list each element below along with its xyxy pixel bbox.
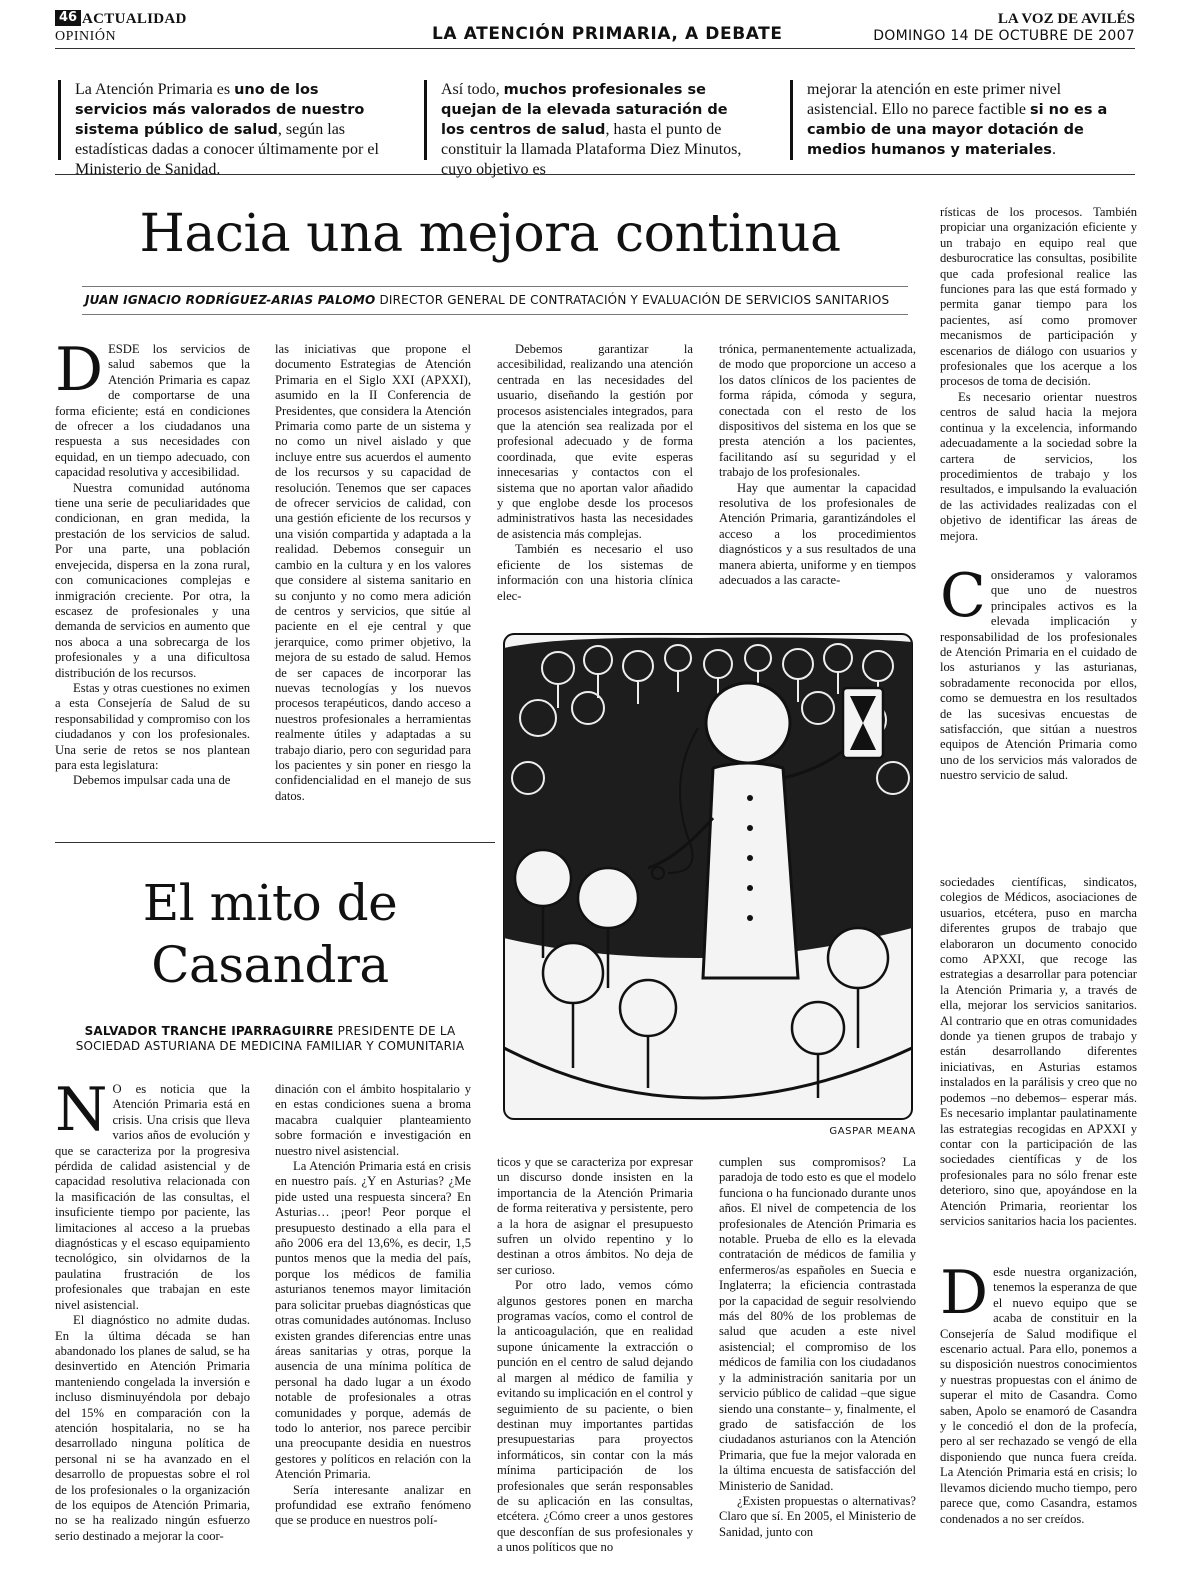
intro-column-3 [790, 80, 1122, 160]
paragraph-text: O es noticia que la Atención Primaria está en crisis. Una crisis que lleva varios años de evolución y que se caracteriza por la progresiva pérdida de calidad asistencial y de capacidad resolutiva relacionada con la masificación de las consultas, el insuficiente tiempo por paciente, las limitaciones al acceso a la pruebas diagnósticas y el escaso equipamiento tecnológico, sin olvidarnos de la paulatina frustración de los profesionales que trabajan en este nivel asistencial. [55, 1082, 250, 1312]
intro-text: Así todo, [441, 81, 504, 98]
article2-author: SALVADOR TRANCHE IPARRAGUIRRE [84, 1024, 334, 1038]
article2-column-3 [497, 1155, 693, 1566]
article2-column-5-section-2 [940, 1258, 1137, 1566]
paragraph: Estas y otras cuestiones no eximen a esta Consejería de Salud de su responsabilidad y compromiso con los ciudadanos y con los profesionales. Una serie de retos se nos plantean para esta legislatura: [55, 680, 250, 772]
paragraph-text: esde nuestra organización, tenemos la esperanza de que el nuevo equipo que se acaba de constituir en la Consejería de Salud modifique el escenario actual. Para ello, ponemos a su disposición nuestros conocimientos y nuestras propuestas con el ánimo de superar el mito de Casandra. Como saben, Apolo se enamoró de Casandra y le concedió el don de la profecía, pero al ser rechazado se vengó de ella disponiendo que nunca fuera creída. La Atención Primaria está en crisis; lo llevamos diciendo mucho tiempo, pero parece que, como Casandra, estamos condenados a no ser creídos. [940, 1265, 1137, 1526]
article2-column-4 [719, 1155, 916, 1566]
paragraph: Hay que aumentar la capacidad resolutiva de los profesionales de Atención Primaria, garantizándoles el acceso a los procedimientos diagnósticos y a sus resultados de una manera abierta, uniforme y en tiempos adecuados a las caracte- [719, 480, 916, 588]
section-name: ACTUALIDAD [82, 11, 187, 27]
article2-headline [60, 872, 480, 996]
paragraph: Debemos garantizar la accesibilidad, realizando una atención centrada en las necesidades del usuario, diseñando la gestión por procesos asistenciales integrados, para que la atención sea realizada por el profesional adecuado y de forma coordinada, que evite esperas innecesarias y contactos con el sistema que no aportan valor añadido y que englobe desde los procesos administrativos hasta las necesidades de asistencia más complejas. [497, 342, 693, 541]
article1-column-3 [497, 342, 693, 603]
article-separator [55, 842, 495, 843]
paragraph-text: onsideramos y valoramos que uno de nuestros principales activos es la elevada implicación y responsabilidad de los profesionales de Atención Primaria en el cuidado de los asturianos y las asturianas, sobradamente reconocida por ellos, como se demuestra en los resultados de las sucesivas encuestas de satisfacción, que sitúan a nuestros equipos de Atención Primaria como uno de los servicios más valorados de nuestro servicio de salud. [940, 568, 1137, 783]
illustration-credit: GASPAR MEANA [829, 1126, 916, 1137]
paragraph: ticos y que se caracteriza por expresar un discurso donde insisten en la importancia de la Atención Primaria de forma reiterativa y persistente, pero a la hora de asignar el presupuesto sufren un olvido repentino y lo destinan a otros ámbitos. No deja de ser curioso. [497, 1155, 693, 1277]
paragraph: Nuestra comunidad autónoma tiene una serie de peculiaridades que condicionan, en gran medida, la prestación de los servicios de salud. Por una parte, una población envejecida, dispersa en la zona rural, con comunicaciones complejas e inmigración creciente. Por otra, la escasez de profesionales y una demanda de servicios en aumento que nos aboca a una sobrecarga de los profesionales y a una dificultosa distribución de los recursos. [55, 480, 250, 680]
headline-line-2: Casandra [151, 936, 389, 994]
intro-text: , hasta el punto de constituir la llamada Plataforma Diez Minutos, cuyo objetivo es [441, 121, 742, 178]
issue-date: DOMINGO 14 DE OCTUBRE DE 2007 [873, 28, 1135, 44]
intro-text: mejorar la atención en este primer nivel asistencial. Ello no parece factible [807, 81, 1062, 118]
article1-column-2 [275, 342, 471, 807]
article1-headline: Hacia una mejora continua [139, 204, 841, 264]
newspaper-name: LA VOZ DE AVILÉS [997, 11, 1135, 27]
paragraph [940, 561, 1137, 784]
paragraph [55, 1075, 250, 1313]
paragraph: dinación con el ámbito hospitalario y en estas condiciones suena a broma macabra cualquier planteamiento sobre formación e investigación en nuestro nivel asistencial. [275, 1082, 471, 1158]
article2-column-1 [55, 1075, 250, 1566]
cartoon-illustration [498, 628, 918, 1128]
paragraph: El diagnóstico no admite dudas. En la última década se han abandonado los planes de salud, se ha desinvertido en Atención Primaria manteniendo congelada la inversión e incluso disminuyéndola por debajo del 15% en comparación con la atención hospitalaria, no se ha desarrollado ninguna política de personal ni se ha avanzado en el desarrollo de propuestas sobre el rol de los profesionales o la organización de los equipos de Atención Primaria, no se ha realizado ningún esfuerzo serio destinado a mejorar la coor- [55, 1313, 250, 1543]
article1-author: JUAN IGNACIO RODRÍGUEZ-ARIAS PALOMO [85, 293, 376, 307]
intro-text: La Atención Primaria es [75, 81, 235, 98]
paragraph: cumplen sus compromisos? La paradoja de todo esto es que el modelo funciona o ha funcionado durante unos años. El nivel de competencia de los profesionales de Atención Primaria es notable. Prueba de ello es la elevada contratación de médicos de familia y enfermeros/as españoles en Suecia e Inglaterra; la eficiencia contrastada por la capacidad de seguir resolviendo más del 80% de los problemas de salud que acuden a este nivel asistencial; el compromiso de los médicos de familia con los ciudadanos y la administración sanitaria por un servicio público de calidad –que sigue siendo una constante– y, finalmente, el grado de satisfacción de los ciudadanos asturianos con la Atención Primaria, que fue la mejor valorada en la última encuesta de satisfacción del Ministerio de Sanidad. [719, 1155, 916, 1493]
intro-highlight: si no es a cambio de una mayor dotación de medios humanos y materiales [807, 102, 1108, 158]
paragraph: La Atención Primaria está en crisis en nuestro país. ¿Y en Asturias? ¿Me pide usted una respuesta sincera? En Asturias… ¡peor! Peor porque el presupuesto destinado a ella para el año 2006 era del 13,6%, es decir, 1,5 puntos menos que la media del país, porque los médicos de familia asturianos tenemos mayor limitación para solicitar pruebas diagnósticas que otras comunidades autónomas. Incluso existen grandes diferencias entre unas áreas sanitarias y otras, porque la ausencia de una mínima política de personal ha dado lugar a un éxodo notable de profesionales a otras comunidades y porque, además de todo lo anterior, nos parece percibir una preocupante desidia en nuestros gestores y políticos en relación con la Atención Primaria. [275, 1159, 471, 1482]
article2-byline [70, 1024, 470, 1054]
article1-byline [85, 293, 905, 308]
intro-text: , según las estadísticas dadas a conocer últimamente por el Ministerio de Sanidad. [75, 121, 379, 178]
paragraph: trónica, permanentemente actualizada, de modo que proporcione un acceso a los datos clínicos de los pacientes de forma rápida, cómoda y segura, conectada con el resto de los dispositivos del sistema en los que se presta atención a los pacientes, facilitando así su seguridad y el trabajo de los profesionales. [719, 342, 916, 480]
intro-column-1 [58, 80, 390, 178]
drop-cap: D [55, 335, 104, 405]
lead-word: ESDE [108, 342, 140, 356]
article1-column-5 [940, 205, 1137, 555]
paragraph: También es necesario el uso eficiente de los sistemas de información con una historia clínica elec- [497, 542, 693, 603]
drop-cap: N [55, 1075, 108, 1145]
subsection-name: OPINIÓN [55, 29, 117, 44]
paragraph: Es necesario orientar nuestros centros de salud hacia la mejora continua y la excelencia, informando adecuadamente a la sociedad sobre la cartera de servicios, los procedimientos de trabajo y los resultados, e impulsando la evaluación de las actividades realizadas con el objetivo de identificar las áreas de mejora. [940, 389, 1137, 543]
paragraph: sociedades científicas, sindicatos, colegios de Médicos, asociaciones de usuarios, etcétera, puso en marcha diferentes grupos de trabajo que elaboraron un documento conocido como APXXI, que recoge las estrategias a desarrollar para potenciar la Atención Primaria y, a través de ella, mejorar los servicios sanitarios. Al contrario que en otras comunidades donde ya tienen grupos de trabajo y están desarrollando diferentes iniciativas, en Asturias estamos instalados en la parálisis y creo que no podemos –no debemos– esperar más. Es necesario implantar paulatinamente las estrategias recogidas en APXXI y contar con la participación de las sociedades científicas y de los profesionales para no sólo frenar este deterioro, sino que, apoyándose en la Atención Primaria, reorientar los servicios sanitarios hacia los pacientes. [940, 875, 1137, 1228]
byline-rule-top [82, 286, 908, 287]
drop-cap: C [940, 561, 986, 631]
drop-cap: D [940, 1258, 989, 1328]
paragraph: Sería interesante analizar en profundidad ese extraño fenómeno que se produce en nuestros polí- [275, 1482, 471, 1528]
article1-column-1 [55, 335, 250, 807]
headline-line-1: El mito de [142, 874, 398, 932]
intro-text: . [1051, 141, 1056, 158]
article2-author-role: PRESIDENTE DE LA SOCIEDAD ASTURIANA DE MEDICINA FAMILIAR Y COMUNITARIA [75, 1024, 465, 1053]
article1-author-role: DIRECTOR GENERAL DE CONTRATACIÓN Y EVALUACIÓN DE SERVICIOS SANITARIOS [379, 293, 890, 307]
paragraph-text: los servicios de salud sabemos que la Atención Primaria es capaz de comportarse de una forma eficiente; está en condiciones de ofrecer a los ciudadanos una respuesta a sus necesidades con equidad, en un tiempo adecuado, con capacidad resolutiva y accesibilidad. [55, 342, 250, 480]
byline-rule-bottom [82, 314, 908, 315]
paragraph: Debemos impulsar cada una de [73, 773, 231, 788]
article1-column-4 [719, 342, 916, 590]
page-number: 46 [55, 10, 81, 26]
article2-column-5 [940, 875, 1137, 1247]
article2-column-2 [275, 1082, 471, 1566]
intro-highlight: uno de los servicios más valorados de nuestro sistema público de salud [75, 82, 365, 138]
paragraph [55, 335, 250, 481]
intro-rule [55, 174, 1135, 175]
paragraph: ¿Existen propuestas o alternativas? Claro que sí. En 2005, el Ministerio de Sanidad, junto con [719, 1493, 916, 1539]
paragraph [940, 1258, 1137, 1527]
page-topic: LA ATENCIÓN PRIMARIA, A DEBATE [432, 24, 783, 44]
header-rule [55, 48, 1135, 49]
intro-highlight: muchos profesionales se quejan de la elevada saturación de los centros de salud [441, 82, 728, 138]
paragraph: las iniciativas que propone el documento Estrategias de Atención Primaria en el Siglo XXI (APXXI), asumido en la II Conferencia de Presidentes, que considera la Atención Primaria como parte de un sistema y no como un nivel aislado y que incluye entre sus acuerdos el aumento de los recursos y su capacidad de resolución. Tenemos que ser capaces de ofrecer servicios de calidad, con una gestión eficiente de los recursos y una visión compartida y adaptada a la realidad. Debemos conseguir un cambio en la cultura y en los valores que considere al sistema sanitario en su conjunto y no como mera adición de centros y servicios, que sitúe al paciente en el eje central y que jerarquice, como primer objetivo, la mejora de su estado de salud. Hemos de ser capaces de incorporar las nuevas tecnologías y los nuevos procesos terapéuticos, dando acceso a nuestros profesionales a herramientas realmente útiles y adaptadas a su trabajo diario, pero con seguridad para los pacientes y sin poner en riesgo la confidencialidad en el manejo de sus datos. [275, 342, 471, 803]
paragraph: rísticas de los procesos. También propiciar una organización eficiente y un trabajo en equipo real que desburocratice las consultas, posibilite que cada profesional realice las funciones para las que está formado y permita ganar tiempo para los pacientes, así como promover mecanismos de participación y escenarios de diálogo con usuarios y profesionales que los acerque a los procesos de toma de decisión. [940, 205, 1137, 389]
article1-column-5-section-2 [940, 561, 1137, 808]
paragraph: Por otro lado, vemos cómo algunos gestores ponen en marcha programas vacíos, como el control de la anticoagulación, que en realidad supone únicamente la extracción o punción en el centro de salud dejando al margen al médico de familia y evitando su implicación en el control y seguimiento de su paciente, o bien destinan muy importantes partidas presupuestarias para proyectos informáticos, sin contar con la más mínima participación de los profesionales que serán responsables de su aplicación en las consultas, etcétera. ¿Cómo creer a unos gestores que desconfían de sus profesionales y a unos políticos que no [497, 1278, 693, 1555]
intro-column-2 [424, 80, 756, 178]
